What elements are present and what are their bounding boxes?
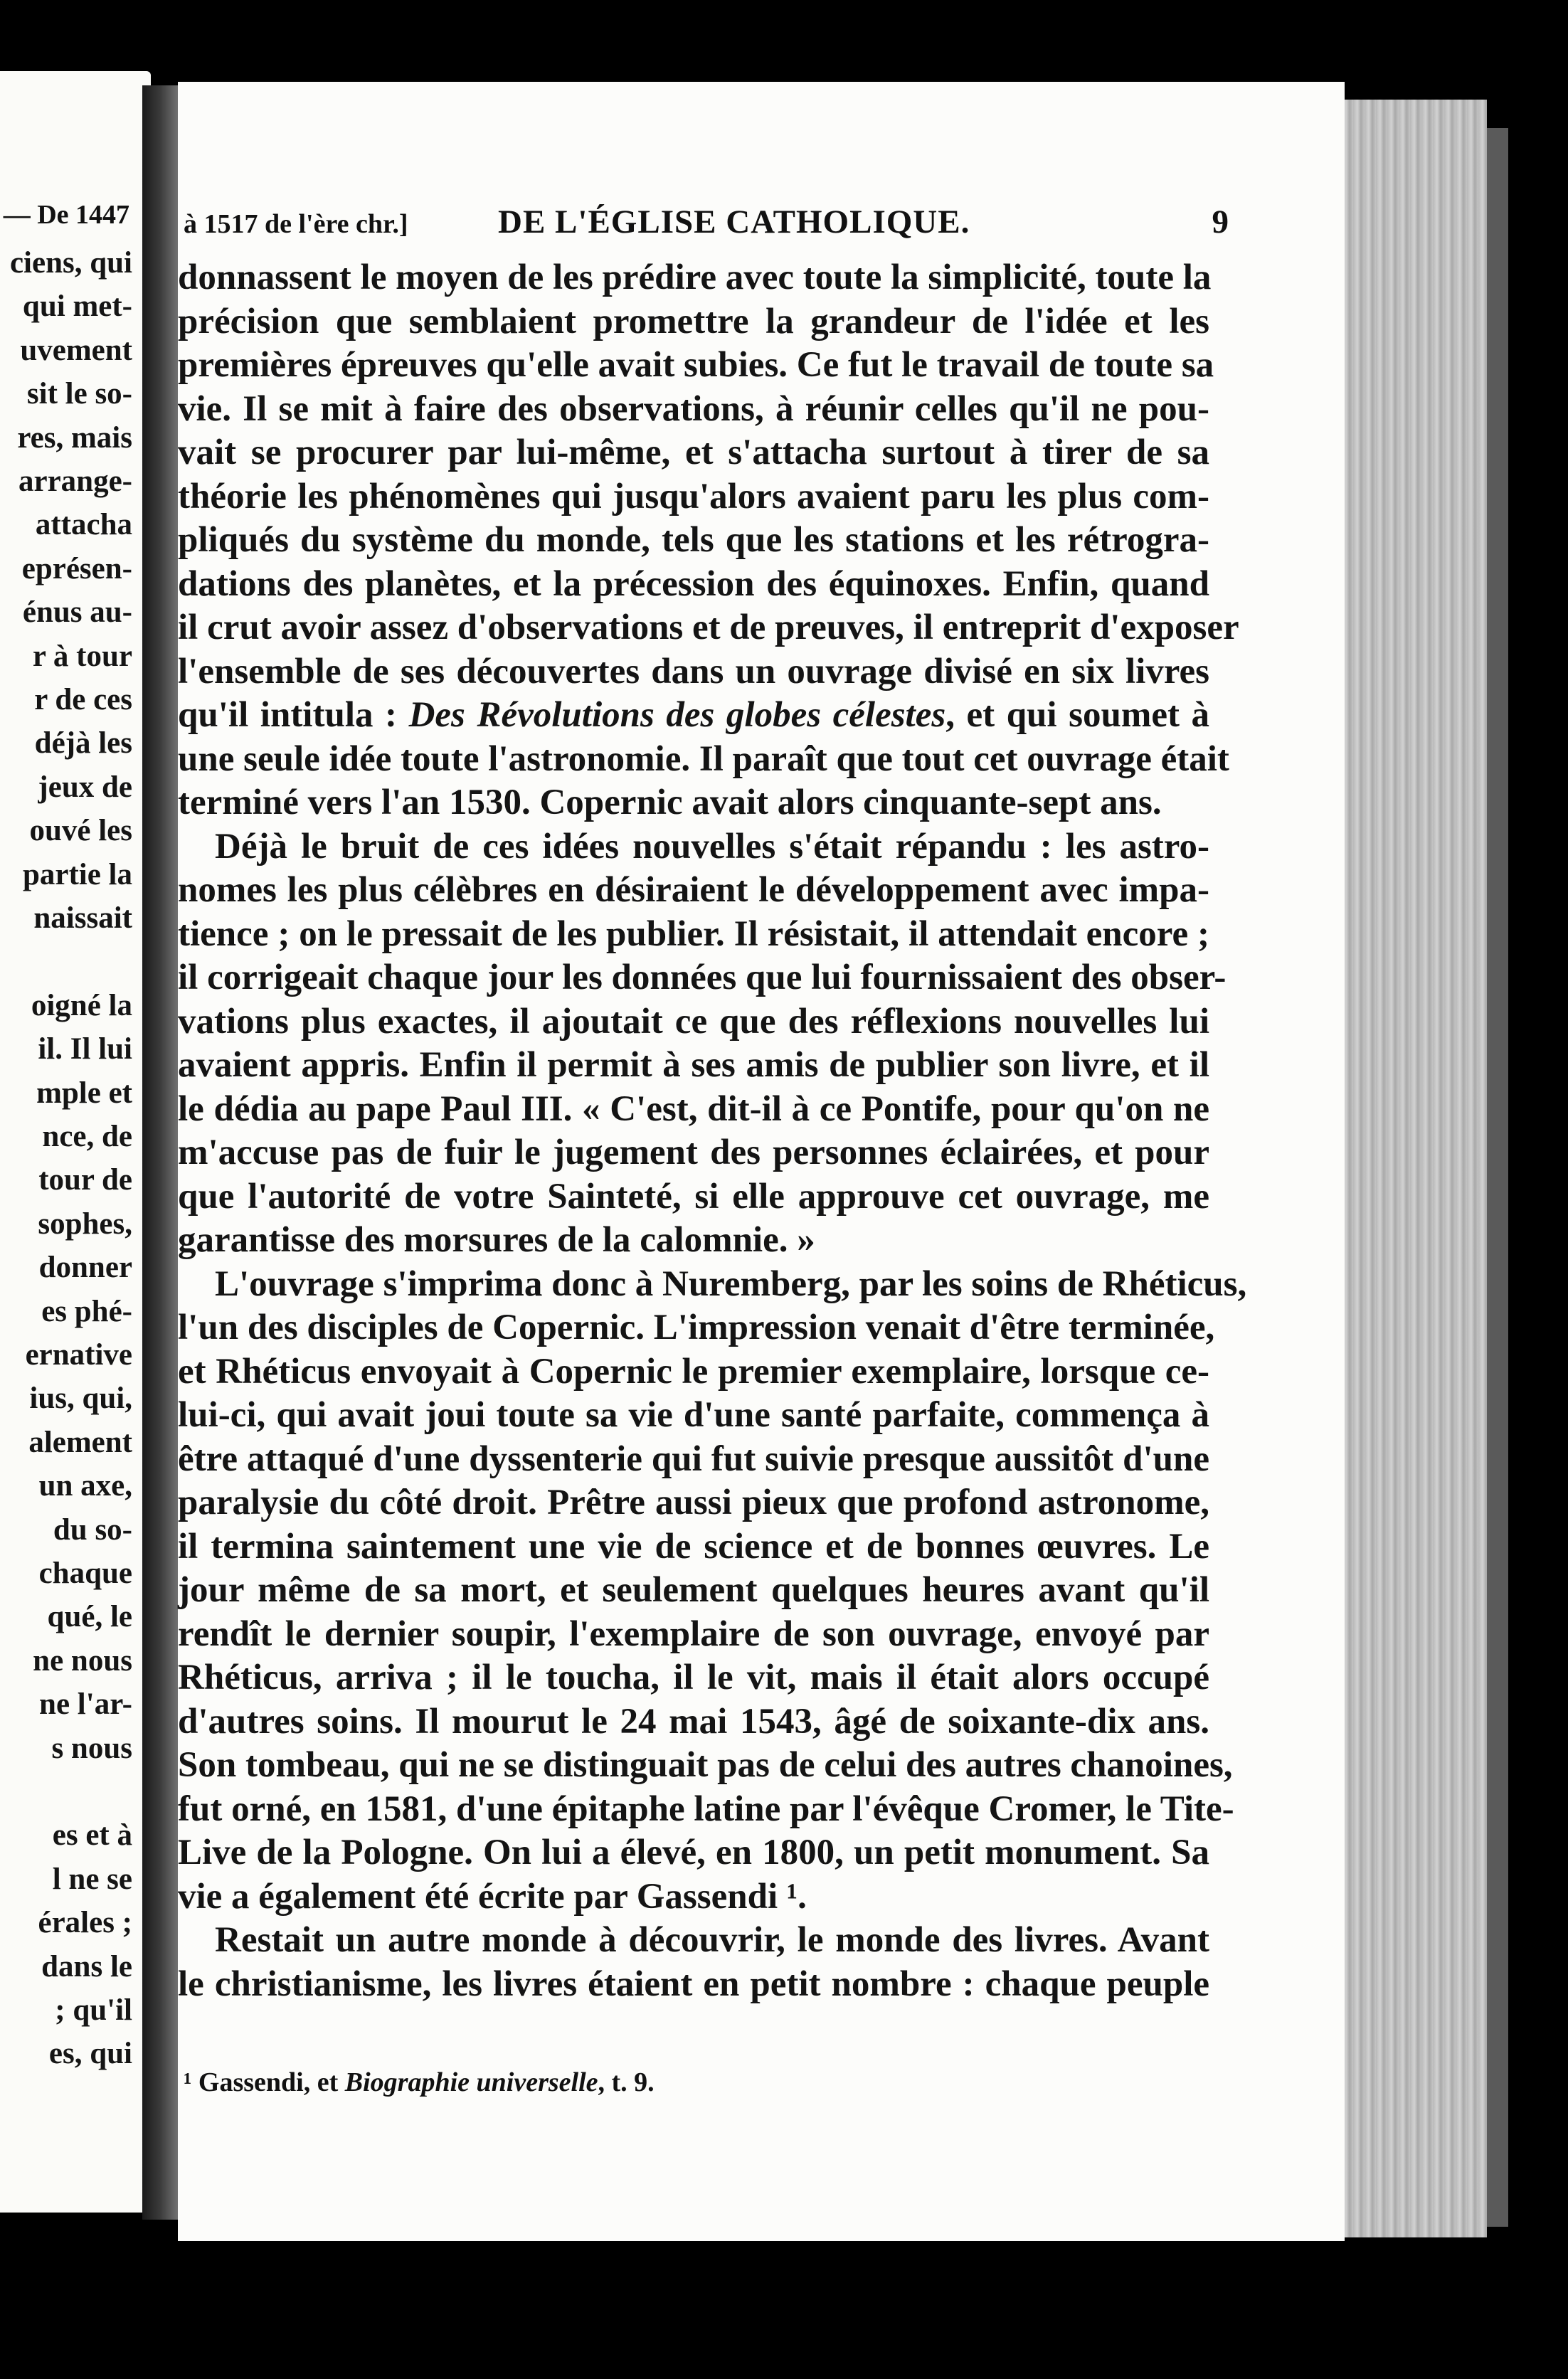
text-line: vations plus exactes, il ajoutait ce que des réflexions nouvelles lui <box>178 1001 1209 1042</box>
left-page-line: ciens, qui <box>9 246 132 280</box>
text-line: m'accuse pas de fuir le jugement des personnes éclairées, et pour <box>178 1133 1209 1172</box>
left-page-line: l ne se <box>52 1862 132 1896</box>
left-page-line: nce, de <box>42 1120 132 1153</box>
text-line: il corrigeait chaque jour les données que lui fournissaient des obser- <box>178 958 1227 997</box>
left-page-line: sit le so- <box>26 377 132 411</box>
left-page-line: sophes, <box>38 1207 132 1241</box>
left-page-line: ouvé les <box>29 814 132 848</box>
left-page-line: es, qui <box>48 2037 132 2071</box>
left-page-line: ne l'ar- <box>39 1687 132 1722</box>
running-head-date-range: à 1517 de l'ère chr.] <box>184 209 408 239</box>
footnote-tail: , t. 9. <box>598 2067 655 2097</box>
left-page-line: un axe, <box>38 1469 132 1503</box>
left-page-line: partie la <box>22 857 132 891</box>
text-line: il crut avoir assez d'observations et de preuves, il entreprit d'exposer <box>178 608 1239 647</box>
text-line: l'ensemble de ses découvertes dans un ouvrage divisé en six livres <box>178 651 1209 692</box>
left-page-line: jeux de <box>38 770 132 804</box>
book-title-italic: Des Révolutions des globes célestes <box>408 695 946 735</box>
text-line: terminé vers l'an 1530. Copernic avait alors cinquante-sept ans. <box>178 783 1162 822</box>
text-line: une seule idée toute l'astronomie. Il paraît que tout cet ouvrage était <box>178 738 1229 779</box>
text-line: nomes les plus célèbres en désiraient le développement avec impa- <box>178 870 1209 910</box>
text-line: fut orné, en 1581, d'une épitaphe latine par l'évêque Cromer, le Tite- <box>178 1789 1234 1829</box>
left-page-line: qui met- <box>22 290 132 324</box>
left-page-line: r à tour <box>32 639 132 673</box>
left-page-line: dans le <box>41 1949 132 1983</box>
page-edge-shadow <box>1487 128 1508 2227</box>
text-line: rendît le dernier soupir, l'exemplaire de son ouvrage, envoyé par <box>178 1614 1209 1654</box>
left-page-line: oigné la <box>31 988 132 1022</box>
left-page-line: es et à <box>52 1818 132 1853</box>
left-page-line: ernative <box>25 1338 132 1372</box>
footnote-text: Gassendi, et <box>198 2067 345 2097</box>
left-page-line: attacha <box>35 508 132 542</box>
left-page-line: arrange- <box>18 465 132 498</box>
text-line: garantisse des morsures de la calomnie. » <box>178 1220 815 1260</box>
text-line: d'autres soins. Il mourut le 24 mai 1543, âgé de soixante-dix ans. <box>178 1701 1209 1742</box>
left-page-running-head: — De 1447 <box>3 200 129 230</box>
footnote-italic-title: Biographie universelle <box>344 2067 598 2097</box>
left-page-line: ius, qui, <box>29 1382 132 1416</box>
left-page-line: s nous <box>51 1731 132 1765</box>
text-line: que l'autorité de votre Sainteté, si elle approuve cet ouvrage, me <box>178 1176 1209 1217</box>
text-line: théorie les phénomènes qui jusqu'alors avaient paru les plus com- <box>178 476 1209 516</box>
left-page-line: eprésen- <box>21 551 132 586</box>
footnote-marker: ¹ <box>184 2067 192 2097</box>
left-page-line: chaque <box>38 1557 132 1590</box>
running-head <box>178 203 1229 245</box>
running-head-title: DE L'ÉGLISE CATHOLIQUE. <box>498 203 970 240</box>
text-line: paralysie du côté droit. Prêtre aussi pieux que profond astronome, <box>178 1483 1209 1522</box>
left-page-line: r de ces <box>34 683 132 716</box>
body-text <box>178 256 1247 2006</box>
left-page-line: ; qu'il <box>55 1993 132 2027</box>
left-page-line: res, mais <box>17 420 132 455</box>
left-page-line: uvement <box>20 333 132 367</box>
left-page-line: du so- <box>53 1512 132 1547</box>
left-page-line: il. Il lui <box>38 1032 132 1066</box>
text-line: le christianisme, les livres étaient en petit nombre : chaque peuple <box>178 1964 1209 2004</box>
text-line: Live de la Pologne. On lui a élevé, en 1800, un petit monument. Sa <box>178 1833 1209 1872</box>
left-facing-page <box>0 71 151 2213</box>
text-line: pliqués du système du monde, tels que les stations et les rétrogra- <box>178 520 1209 560</box>
text-line: premières épreuves qu'elle avait subies. Ce fut le travail de toute sa <box>178 345 1214 385</box>
left-page-line: naissait <box>33 901 132 935</box>
left-page-line: es phé- <box>41 1294 132 1328</box>
text-line: dations des planètes, et la précession des équinoxes. Enfin, quand <box>178 563 1209 604</box>
left-page-line: donner <box>38 1251 132 1285</box>
text-line: lui-ci, qui avait joui toute sa vie d'une santé parfaite, commença à <box>178 1395 1209 1435</box>
left-page-line: mple et <box>36 1076 132 1110</box>
left-page-line: érales ; <box>38 1906 132 1940</box>
text-line: tience ; on le pressait de les publier. Il résistait, il attendait encore ; <box>178 913 1209 954</box>
text-line: le dédia au pape Paul III. « C'est, dit-il à ce Pontife, pour qu'on ne <box>178 1088 1209 1129</box>
left-page-line: tour de <box>38 1163 132 1197</box>
text-line: et Rhéticus envoyait à Copernic le premier exemplaire, lorsque ce- <box>178 1351 1209 1392</box>
page-number: 9 <box>1212 203 1229 240</box>
text-line: donnassent le moyen de les prédire avec toute la simplicité, toute la <box>178 258 1212 297</box>
left-page-line: ne nous <box>33 1643 132 1678</box>
left-page-line: qué, le <box>47 1600 132 1634</box>
text-line: précision que semblaient promettre la grandeur de l'idée et les <box>178 301 1209 341</box>
left-page-line: déjà les <box>34 726 132 761</box>
text-line: Son tombeau, qui ne se distinguait pas de celui des autres chanoines, <box>178 1745 1233 1785</box>
text-line: qu'il intitula : Des Révolutions des globes célestes, et qui soumet à <box>178 695 1210 735</box>
left-page-line: énus au- <box>22 595 132 630</box>
text-line: il termina saintement une vie de science et de bonnes œuvres. Le <box>178 1526 1209 1567</box>
text-line: Restait un autre monde à découvrir, le monde des livres. Avant <box>215 1920 1209 1960</box>
text-line: vie. Il se mit à faire des observations, à réunir celles qu'il ne pou- <box>178 388 1209 429</box>
footnote <box>184 2067 655 2098</box>
text-line: avaient appris. Enfin il permit à ses amis de publier son livre, et il <box>178 1045 1209 1085</box>
text-line: jour même de sa mort, et seulement quelques heures avant qu'il <box>178 1570 1209 1610</box>
text-line: vie a également été écrite par Gassendi ¹. <box>178 1876 807 1917</box>
text-line: L'ouvrage s'imprima donc à Nuremberg, par les soins de Rhéticus, <box>215 1263 1247 1304</box>
page-edges <box>1330 100 1487 2237</box>
text-line: Rhéticus, arriva ; il le toucha, il le vit, mais il était alors occupé <box>178 1658 1209 1697</box>
left-page-line: alement <box>28 1425 132 1459</box>
text-line: l'un des disciples de Copernic. L'impression venait d'être terminée, <box>178 1308 1215 1347</box>
text-line: être attaqué d'une dyssenterie qui fut suivie presque aussitôt d'une <box>178 1438 1209 1479</box>
text-line: Déjà le bruit de ces idées nouvelles s'était répandu : les astro- <box>215 826 1209 867</box>
text-line: vait se procurer par lui-même, et s'attacha surtout à tirer de sa <box>178 433 1209 472</box>
